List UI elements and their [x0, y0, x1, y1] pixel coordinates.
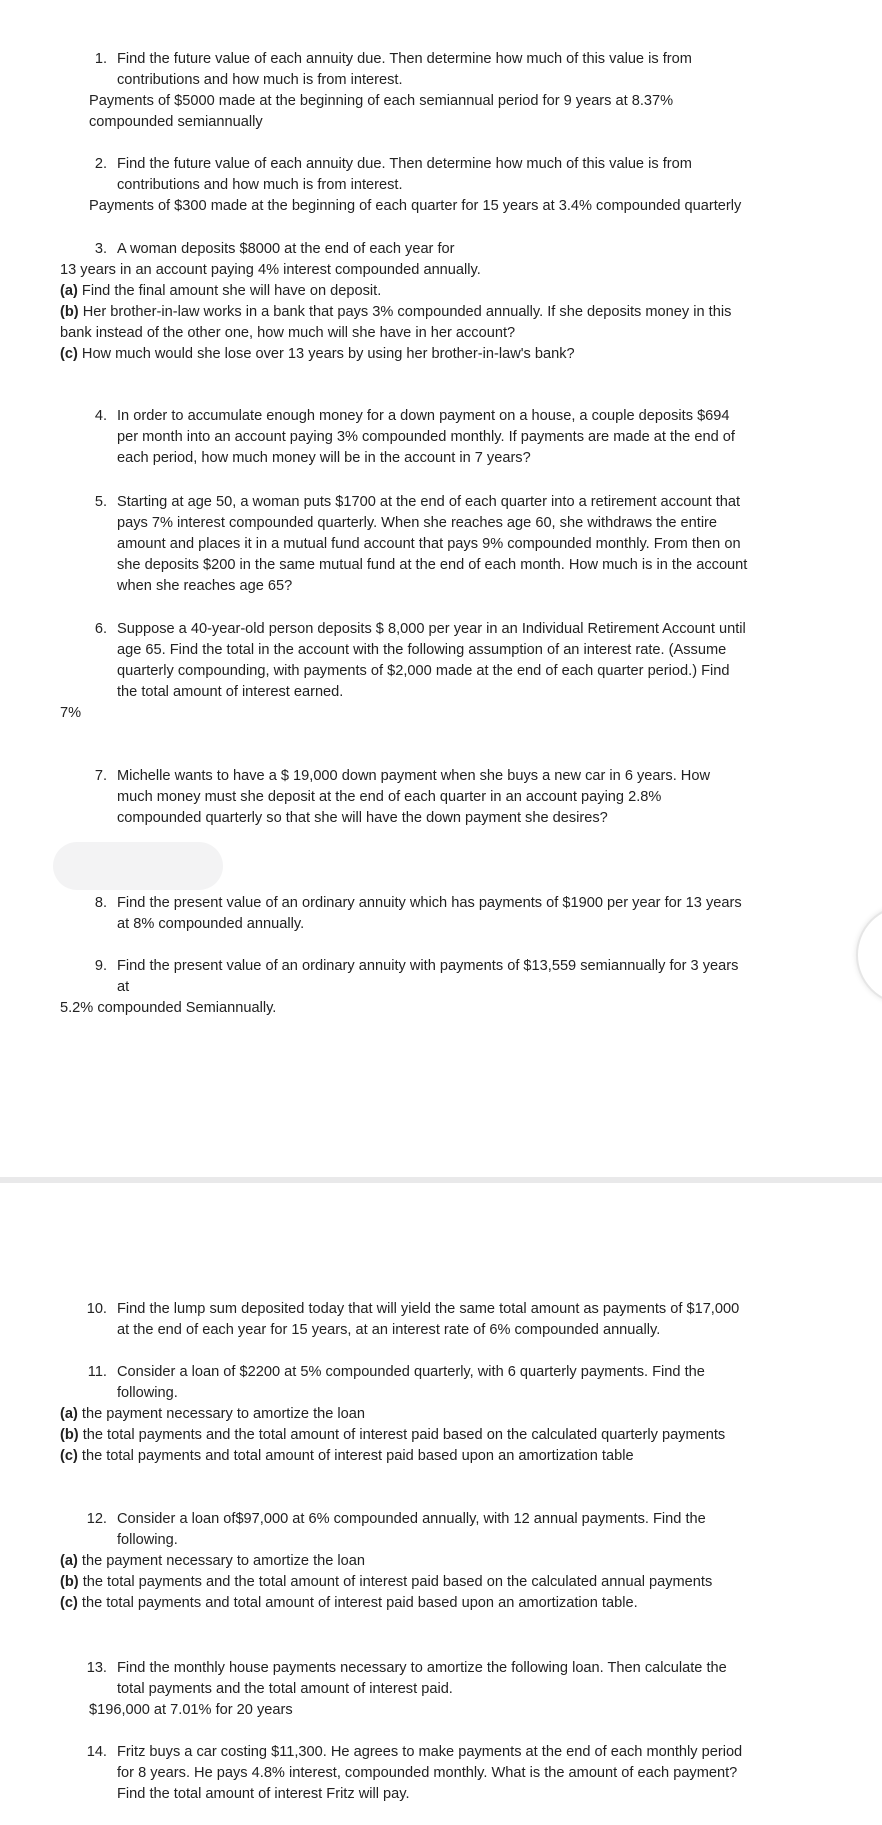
- page-divider: [0, 1177, 882, 1183]
- problem-text-line: Starting at age 50, a woman puts $1700 at the end of each quarter into a retirement account that: [117, 494, 741, 510]
- sub-label: (b): [60, 304, 79, 320]
- problem-text-line: compounded quarterly so that she will have the down payment she desires?: [117, 810, 608, 826]
- problem-text-line: Consider a loan of$97,000 at 6% compounded annually, with 12 annual payments. Find the: [117, 1511, 706, 1527]
- problem-number: 6.: [94, 621, 107, 637]
- problem-6: [89, 619, 869, 703]
- problem-number: 2.: [94, 156, 107, 172]
- sub-label: (c): [60, 1595, 78, 1611]
- sub-text: the total payments and total amount of interest paid based upon an amortization table: [77, 1448, 634, 1464]
- sub-question-b: [60, 1572, 870, 1593]
- problem-detail-line: $196,000 at 7.01% for 20 years: [89, 1702, 293, 1718]
- problem-2: [89, 154, 869, 217]
- sub-label: (a): [60, 283, 78, 299]
- problem-number: 7.: [94, 768, 107, 784]
- problem-text-line: Find the future value of each annuity due. Then determine how much of this value is from: [117, 51, 692, 67]
- problem-text-line: Find the present value of an ordinary annuity which has payments of $1900 per year for 13 years: [117, 895, 742, 911]
- problem-detail-line: 13 years in an account paying 4% interest compounded annually.: [60, 262, 481, 278]
- problem-number: 12.: [86, 1511, 107, 1527]
- redaction-blur: [53, 842, 223, 890]
- problem-1: [89, 49, 849, 133]
- problem-13: [86, 1658, 869, 1721]
- problem-10: [86, 1299, 869, 1341]
- problem-number: 14.: [86, 1744, 107, 1760]
- problem-text-line: pays 7% interest compounded quarterly. When she reaches age 60, she withdraws the entire: [117, 515, 718, 531]
- sub-question-b: [60, 1425, 870, 1446]
- problem-number: 1.: [94, 51, 107, 67]
- sub-label: (c): [60, 1448, 78, 1464]
- sub-label: (a): [60, 1553, 78, 1569]
- problem-number: 9.: [94, 958, 107, 974]
- problem-7: [89, 766, 849, 829]
- problem-text-line: Find the monthly house payments necessary to amortize the following loan. Then calculate the: [117, 1660, 727, 1676]
- problem-text-line: following.: [117, 1385, 178, 1401]
- sub-question-a: [60, 1551, 870, 1572]
- problem-4: [89, 406, 849, 469]
- problem-number: 5.: [94, 494, 107, 510]
- problem-text-line: each period, how much money will be in the account in 7 years?: [117, 450, 531, 466]
- problem-text-line: for 8 years. He pays 4.8% interest, compounded monthly. What is the amount of each payment?: [117, 1765, 738, 1781]
- problem-number: 10.: [86, 1301, 107, 1317]
- problem-text-line: at: [117, 979, 130, 995]
- problem-9: [60, 956, 860, 1019]
- interest-rate-label: 7%: [60, 705, 82, 721]
- problem-11: [60, 1362, 870, 1467]
- problem-text-line: Find the total amount of interest Fritz will pay.: [117, 1786, 410, 1802]
- sub-text: How much would she lose over 13 years by using her brother-in-law's bank?: [77, 346, 575, 362]
- problem-5: [89, 492, 869, 597]
- problem-12: [60, 1509, 870, 1614]
- sub-label: (c): [60, 346, 78, 362]
- sub-text: Her brother-in-law works in a bank that pays 3% compounded annually. If she deposits money in this: [78, 304, 732, 320]
- problem-text-line: when she reaches age 65?: [117, 578, 293, 594]
- problem-detail-line: Payments of $300 made at the beginning of each quarter for 15 years at 3.4% compounded quarterly: [89, 198, 742, 214]
- problem-number: 8.: [94, 895, 107, 911]
- problem-text-line: at 8% compounded annually.: [117, 916, 305, 932]
- problem-number: 13.: [86, 1660, 107, 1676]
- problem-3: [60, 239, 860, 365]
- problem-text-line: Consider a loan of $2200 at 5% compounded quarterly, with 6 quarterly payments. Find the: [117, 1364, 705, 1380]
- problem-number: 3.: [94, 241, 107, 257]
- problem-text-line: at the end of each year for 15 years, at an interest rate of 6% compounded annually.: [117, 1322, 661, 1338]
- sub-text: the total payments and total amount of interest paid based upon an amortization table.: [77, 1595, 638, 1611]
- problem-number: 11.: [87, 1364, 107, 1380]
- problem-text-line: she deposits $200 in the same mutual fund at the end of each month. How much is in the account: [117, 557, 748, 573]
- problem-text-line: A woman deposits $8000 at the end of each year for: [117, 241, 455, 257]
- problem-text-line: amount and places it in a mutual fund account that pays 9% compounded monthly. From then on: [117, 536, 741, 552]
- problem-text-line: Find the present value of an ordinary annuity with payments of $13,559 semiannually for 3 years: [117, 958, 739, 974]
- problem-text-line: the total amount of interest earned.: [117, 684, 344, 700]
- problem-text-line: age 65. Find the total in the account with the following assumption of an interest rate. (Assume: [117, 642, 727, 658]
- sub-question-c: [60, 1446, 870, 1467]
- sub-question-c: [60, 344, 860, 365]
- sub-label: (a): [60, 1406, 78, 1422]
- problem-text-line: Fritz buys a car costing $11,300. He agrees to make payments at the end of each monthly period: [117, 1744, 743, 1760]
- problem-text-line: contributions and how much is from interest.: [117, 72, 403, 88]
- problem-detail-line: compounded semiannually: [89, 114, 263, 130]
- problem-text-line: Find the lump sum deposited today that will yield the same total amount as payments of $17,000: [117, 1301, 740, 1317]
- problem-text-line: Suppose a 40-year-old person deposits $ 8,000 per year in an Individual Retirement Account until: [117, 621, 746, 637]
- problem-text-line: much money must she deposit at the end of each quarter in an account paying 2.8%: [117, 789, 662, 805]
- sub-text: Find the final amount she will have on deposit.: [77, 283, 382, 299]
- problem-text-line: quarterly compounding, with payments of $2,000 made at the end of each quarter period.) Find: [117, 663, 730, 679]
- sub-text: the payment necessary to amortize the loan: [77, 1406, 366, 1422]
- sub-label: (b): [60, 1427, 79, 1443]
- problem-number: 4.: [94, 408, 107, 424]
- problem-14: [86, 1742, 869, 1805]
- problem-detail-line: Payments of $5000 made at the beginning of each semiannual period for 9 years at 8.37%: [89, 93, 674, 109]
- problem-detail-line: 5.2% compounded Semiannually.: [60, 1000, 277, 1016]
- problem-text-line: total payments and the total amount of interest paid.: [117, 1681, 453, 1697]
- problem-text-line: Michelle wants to have a $ 19,000 down payment when she buys a new car in 6 years. How: [117, 768, 710, 784]
- sub-question-b-cont: bank instead of the other one, how much will she have in her account?: [60, 325, 516, 341]
- problem-text-line: In order to accumulate enough money for a down payment on a house, a couple deposits $694: [117, 408, 730, 424]
- problem-text-line: Find the future value of each annuity due. Then determine how much of this value is from: [117, 156, 692, 172]
- sub-text: the total payments and the total amount of interest paid based on the calculated quarterly payments: [78, 1427, 726, 1443]
- sub-text: the total payments and the total amount of interest paid based on the calculated annual payments: [78, 1574, 713, 1590]
- problem-text-line: following.: [117, 1532, 178, 1548]
- sub-question-b: [60, 302, 860, 323]
- sub-label: (b): [60, 1574, 79, 1590]
- sub-question-a: [60, 1404, 870, 1425]
- sub-question-a: [60, 281, 860, 302]
- problem-8: [89, 893, 869, 935]
- sub-text: the payment necessary to amortize the loan: [77, 1553, 366, 1569]
- problem-text-line: contributions and how much is from interest.: [117, 177, 403, 193]
- sub-question-c: [60, 1593, 870, 1614]
- problem-text-line: per month into an account paying 3% compounded monthly. If payments are made at the end of: [117, 429, 735, 445]
